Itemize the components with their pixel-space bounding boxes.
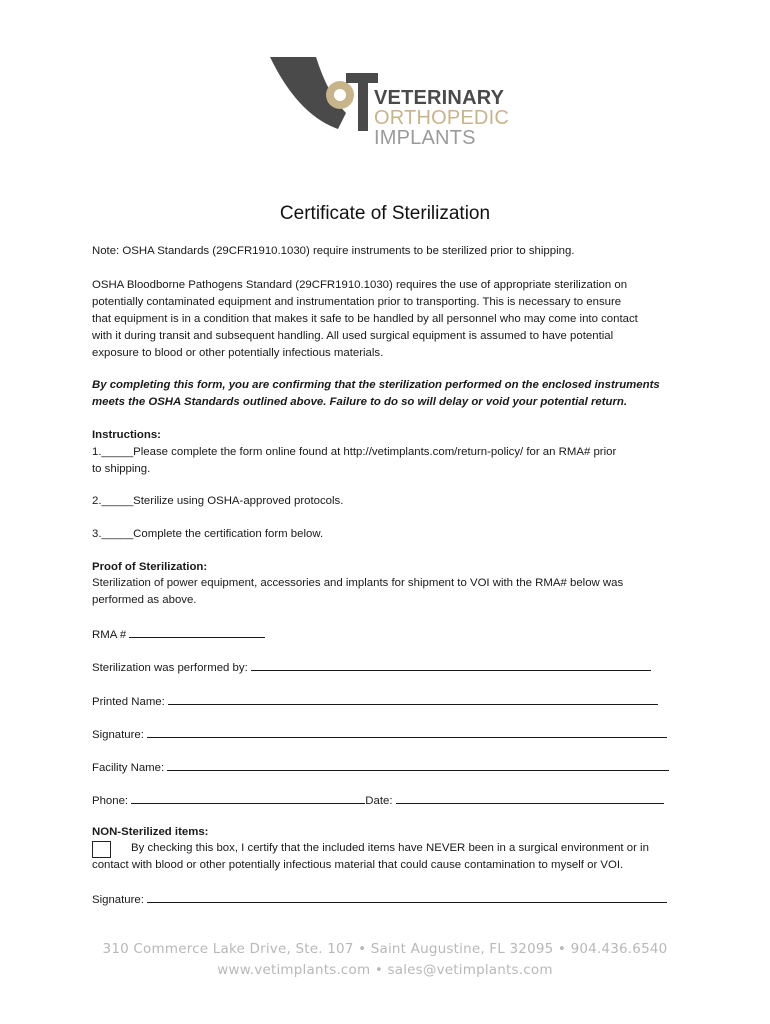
instructions-heading: Instructions: [92, 429, 161, 441]
printed-name-label: Printed Name: [92, 696, 165, 708]
osha-paragraph: OSHA Bloodborne Pathogens Standard (29CFR1910.1030) requires the use of appropriate sterilization on potentially contaminated equipment and instrumentation prior to transporting. This is necessary to ensure that equipment is in a condition that makes it safe to be handled by all personnel who may come into contact with it during transit and subsequent handling. All used surgical equipment is assumed to have potential exposure to blood or other potentially infectious materials. [92, 279, 638, 359]
footer-contact: www.vetimplants.com • sales@vetimplants.com [217, 962, 553, 978]
performed-by-field [92, 658, 651, 677]
rma-input-line[interactable] [129, 625, 265, 638]
footer-address: 310 Commerce Lake Drive, Ste. 107 • Saint Augustine, FL 32095 • 904.436.6540 [102, 941, 668, 957]
confirmation-warning: By completing this form, you are confirming that the sterilization performed on the enclosed instruments meets the OSHA Standards outlined above. Failure to do so will delay or void your potential return. [92, 379, 660, 408]
signature-field [92, 725, 667, 744]
document-title: Certificate of Sterilization [279, 203, 491, 224]
non-sterilized-checkbox[interactable] [92, 841, 111, 858]
date-label: Date: [365, 795, 393, 807]
instruction-step-2: 2._____Sterilize using OSHA-approved protocols. [92, 495, 344, 507]
proof-body: Sterilization of power equipment, accessories and implants for shipment to VOI with the RMA# below was performed as above. [92, 577, 624, 606]
logo-word-implants: IMPLANTS [374, 127, 476, 149]
printed-name-input-line[interactable] [168, 692, 658, 705]
facility-label: Facility Name: [92, 762, 165, 774]
instruction-step-1: 1._____Please complete the form online found at http://vetimplants.com/return-policy/ for an RMA# prior to shipping. [92, 446, 617, 475]
non-sterilized-heading: NON-Sterilized items: [92, 826, 209, 838]
company-logo [268, 55, 508, 155]
facility-field [92, 758, 669, 777]
performed-by-label: Sterilization was performed by: [92, 662, 248, 674]
facility-input-line[interactable] [167, 758, 669, 771]
vot-mark-icon [268, 55, 378, 135]
proof-heading: Proof of Sterilization: [92, 561, 208, 573]
date-input-line[interactable] [396, 791, 664, 804]
rma-label: RMA # [92, 629, 127, 641]
non-sterilized-line-2: contact with blood or other potentially infectious material that could cause contamination to myself or VOI. [92, 859, 624, 871]
instruction-step-3: 3._____Complete the certification form below. [92, 528, 324, 540]
phone-input-line[interactable] [131, 791, 365, 804]
non-sterilized-line-1: By checking this box, I certify that the included items have NEVER been in a surgical environment or in [131, 842, 649, 854]
logo-word-veterinary: VETERINARY [374, 87, 505, 109]
non-sterilized-signature-input-line[interactable] [147, 890, 667, 903]
signature-input-line[interactable] [147, 725, 667, 738]
phone-label: Phone: [92, 795, 129, 807]
non-sterilized-signature-field [92, 890, 667, 909]
signature-label: Signature: [92, 729, 144, 741]
performed-by-input-line[interactable] [251, 658, 651, 671]
logo-word-orthopedic: ORTHOPEDIC [374, 107, 509, 129]
rma-field [92, 625, 265, 644]
printed-name-field [92, 692, 658, 711]
non-sterilized-signature-label: Signature: [92, 894, 144, 906]
phone-date-field [92, 791, 664, 810]
osha-note: Note: OSHA Standards (29CFR1910.1030) require instruments to be sterilized prior to shipping. [92, 245, 575, 257]
